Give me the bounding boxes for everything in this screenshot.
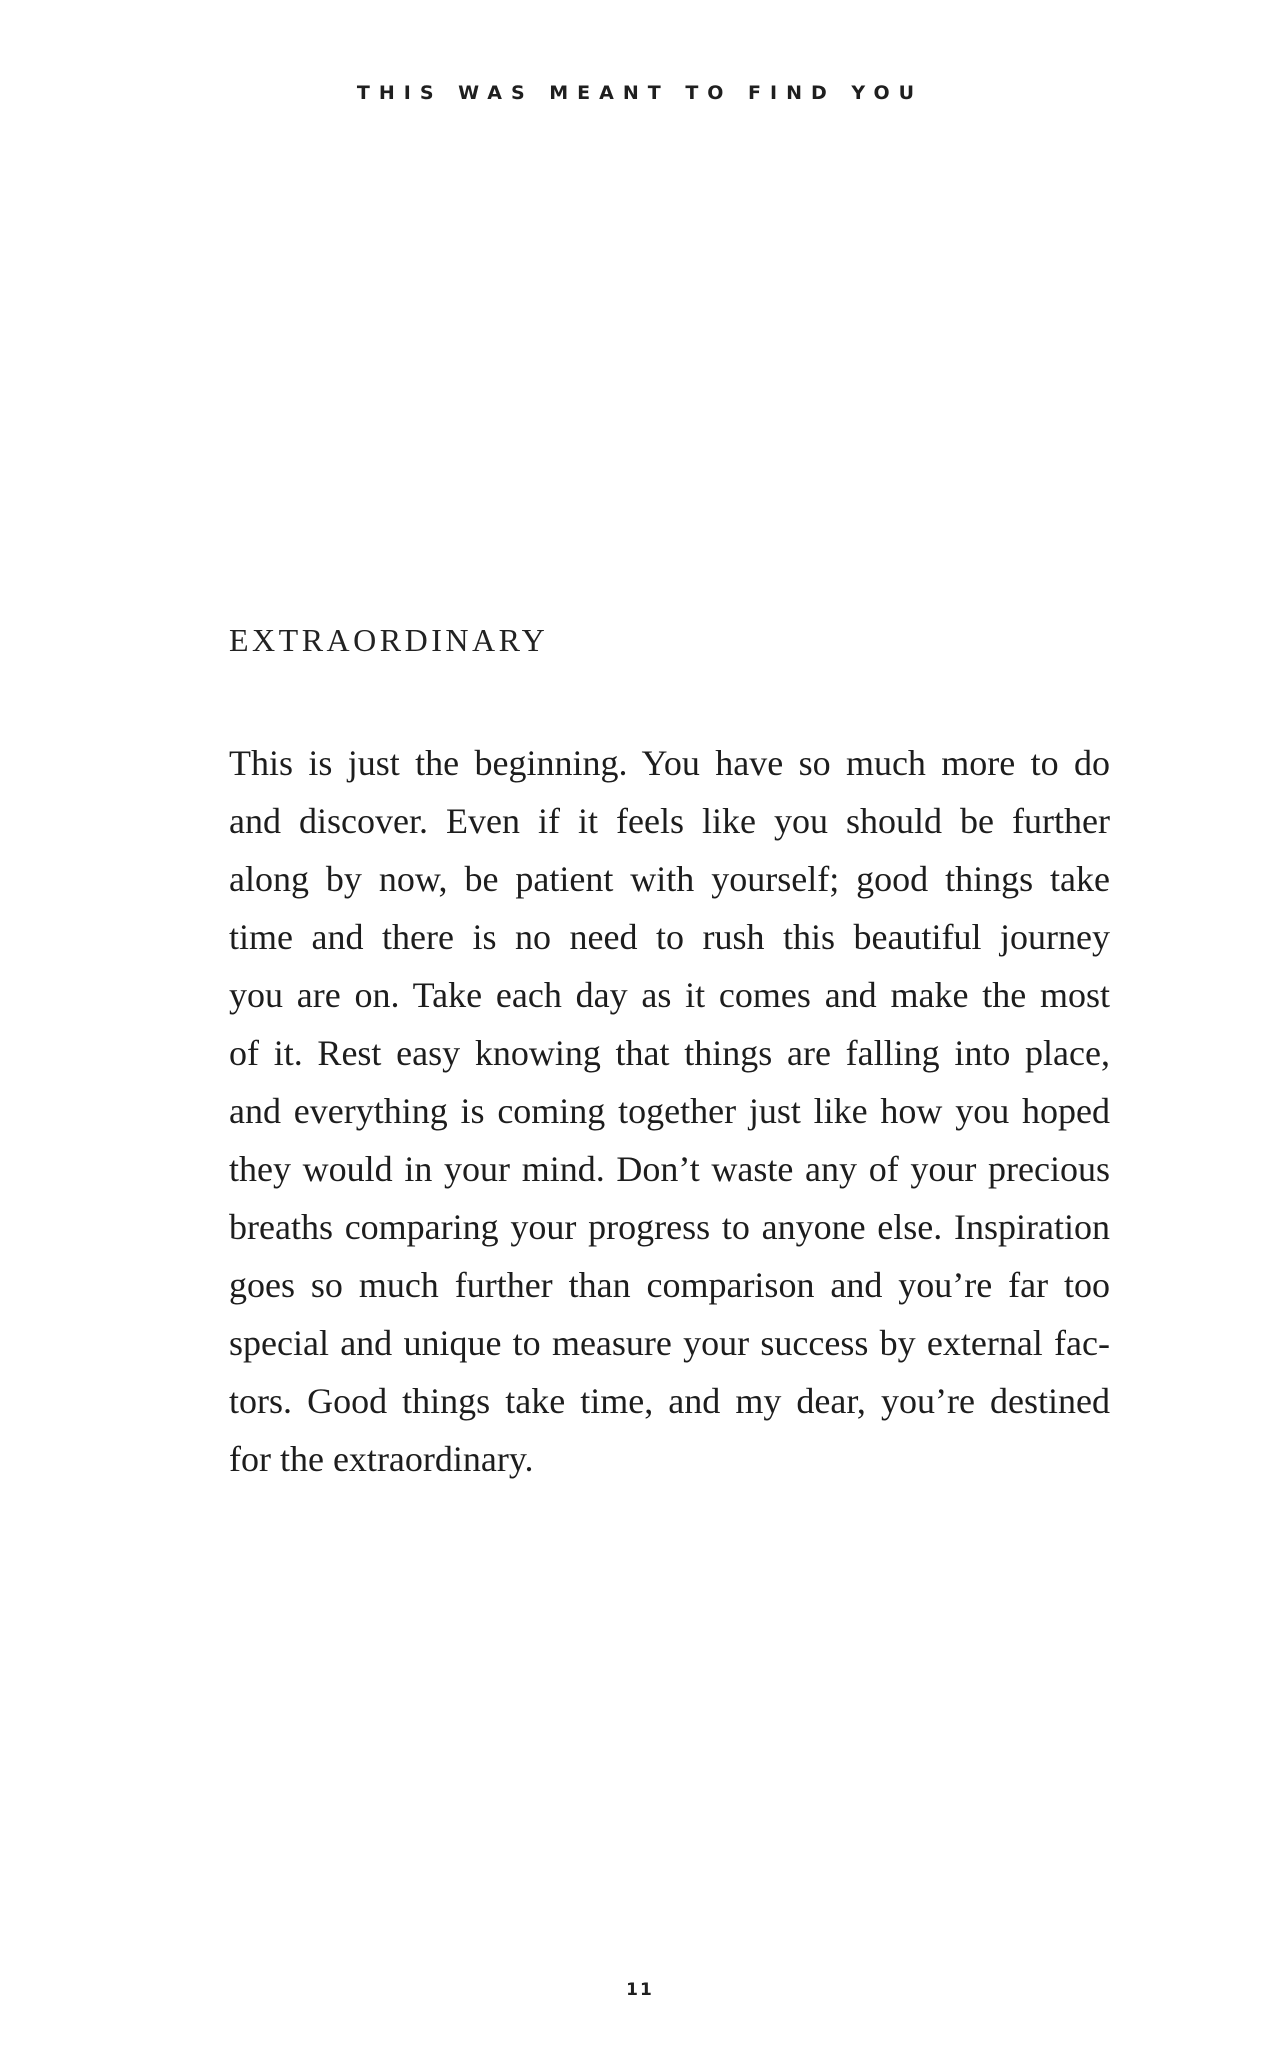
page-number: 11 [626, 1980, 654, 2000]
paragraph-line: they would in your mind. Don’t waste any of your precious [229, 1149, 1110, 1189]
paragraph-line: along by now, be patient with yourself; good things take [229, 859, 1110, 899]
paragraph-line: of it. Rest easy knowing that things are falling into place, [229, 1033, 1110, 1073]
paragraph-line: This is just the beginning. You have so much more to do [229, 743, 1110, 783]
paragraph-line: special and unique to measure your success by external fac- [229, 1323, 1110, 1363]
paragraph-line: breaths comparing your progress to anyone else. Inspiration [229, 1207, 1110, 1247]
paragraph-line: goes so much further than comparison and you’re far too [229, 1265, 1110, 1305]
paragraph-line: for the extraordinary. [229, 1439, 534, 1479]
paragraph-line: and discover. Even if it feels like you should be further [229, 801, 1110, 841]
body-paragraph [229, 734, 1110, 1488]
chapter-title: EXTRAORDINARY [229, 622, 549, 658]
paragraph-line: tors. Good things take time, and my dear, you’re destined [229, 1381, 1110, 1421]
running-header: THIS WAS MEANT TO FIND YOU [356, 82, 924, 104]
paragraph-line: you are on. Take each day as it comes and make the most [229, 975, 1110, 1015]
paragraph-line: and everything is coming together just like how you hoped [229, 1091, 1110, 1131]
paragraph-line: time and there is no need to rush this beautiful journey [229, 917, 1110, 957]
